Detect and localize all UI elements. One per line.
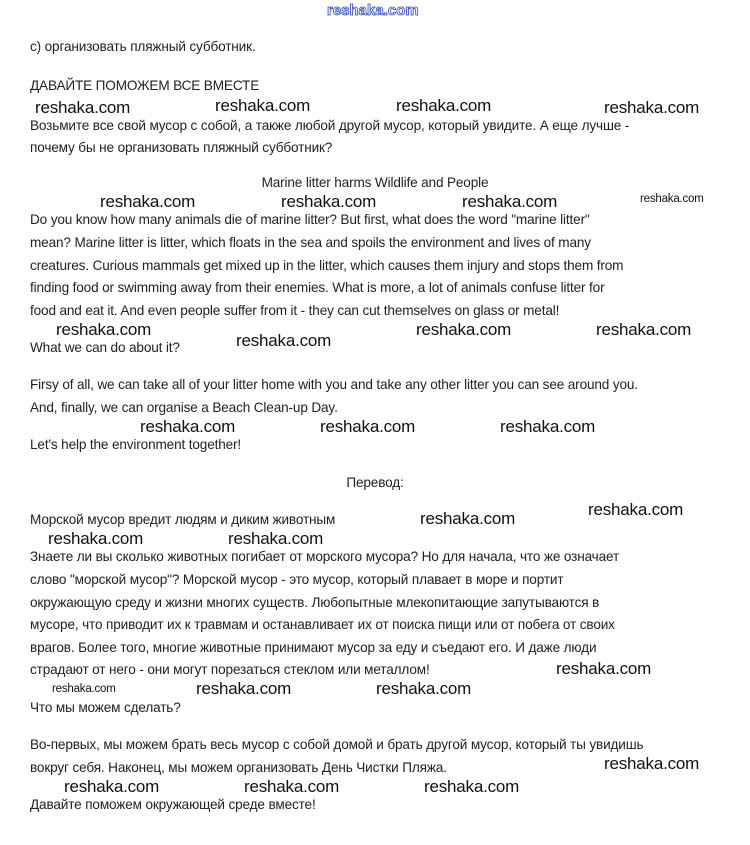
watermark: reshaka.com — [416, 320, 512, 339]
watermark: reshaka.com — [556, 659, 652, 678]
paragraph-line: вокруг себя. Наконец, мы можем организовать День Чистки Пляжа. — [30, 760, 447, 775]
paragraph-line: mean? Marine litter is litter, which floats in the sea and spoils the environment and lives of many — [30, 235, 591, 250]
paragraph-ru: почему бы не организовать пляжный субботник? — [30, 140, 333, 155]
paragraph-line: Знаете ли вы сколько животных погибает от морского мусора? Но для начала, что же означает — [30, 549, 620, 564]
option-c: с) организовать пляжный субботник. — [30, 39, 256, 54]
watermark: reshaka.com — [424, 777, 520, 796]
watermark: reshaka.com — [100, 192, 196, 211]
watermark: reshaka.com — [396, 96, 492, 115]
paragraph-line: food and eat it. And even people suffer from it - they can cut themselves on glass or metal! — [30, 303, 560, 318]
watermark: reshaka.com — [196, 679, 292, 698]
translation-label: Перевод: — [346, 475, 404, 490]
watermark: reshaka.com — [462, 192, 558, 211]
watermark: reshaka.com — [56, 320, 152, 339]
watermark: reshaka.com — [244, 777, 340, 796]
watermark: reshaka.com — [52, 683, 116, 695]
paragraph-line: врагов. Более того, многие животные принимают мусор за еду и съедают его. И даже люди — [30, 640, 597, 655]
watermark: reshaka.com — [215, 96, 311, 115]
article-title: Marine litter harms Wildlife and People — [261, 175, 489, 190]
watermark: reshaka.com — [140, 417, 236, 436]
watermark: reshaka.com — [320, 417, 416, 436]
paragraph-line: окружающую среду и жизни многих существ. Любопытные млекопитающие запутываются в — [30, 595, 600, 610]
closing: Давайте поможем окружающей среде вместе! — [30, 797, 316, 812]
paragraph-ru: Возьмите все свой мусор с собой, а также любой другой мусор, который увидите. А еще лучше - — [30, 118, 630, 133]
paragraph-line: страдают от него - они могут порезаться стеклом или металлом! — [30, 662, 430, 677]
watermark: reshaka.com — [604, 98, 700, 117]
question: What we can do about it? — [30, 340, 180, 355]
paragraph-line: And, finally, we can organise a Beach Clean-up Day. — [30, 400, 338, 415]
paragraph-line: Во-первых, мы можем брать весь мусор с собой домой и брать другой мусор, который ты увидишь — [30, 737, 644, 752]
paragraph-line: Do you know how many animals die of marine litter? But first, what does the word "marine litter" — [30, 212, 590, 227]
watermark: reshaka.com — [327, 2, 419, 19]
watermark: reshaka.com — [35, 98, 131, 117]
watermark: reshaka.com — [420, 509, 516, 528]
paragraph-line: слово "морской мусор"? Морской мусор - это мусор, который плавает в море и портит — [30, 572, 564, 587]
watermark: reshaka.com — [228, 529, 324, 548]
translation-title: Морской мусор вредит людям и диким животным — [30, 512, 336, 527]
watermark: reshaka.com — [376, 679, 472, 698]
watermark: reshaka.com — [596, 320, 692, 339]
paragraph-line: finding food or swimming away from their enemies. What is more, a lot of animals confuse litter for — [30, 280, 605, 295]
question: Что мы можем сделать? — [30, 700, 181, 715]
watermark: reshaka.com — [64, 777, 160, 796]
watermark: reshaka.com — [588, 500, 684, 519]
watermark: reshaka.com — [604, 754, 700, 773]
watermark: reshaka.com — [281, 192, 377, 211]
paragraph-line: Firsy of all, we can take all of your litter home with you and take any other litter you can see around you. — [30, 377, 638, 392]
paragraph-line: creatures. Curious mammals get mixed up in the litter, which causes them injury and stops them from — [30, 258, 624, 273]
watermark: reshaka.com — [48, 529, 144, 548]
watermark: reshaka.com — [640, 193, 704, 205]
closing: Let's help the environment together! — [30, 437, 242, 452]
watermark: reshaka.com — [236, 331, 332, 350]
heading-ru: ДАВАЙТЕ ПОМОЖЕМ ВСЕ ВМЕСТЕ — [30, 78, 260, 93]
paragraph-line: мусоре, что приводит их к травмам и останавливает их от поиска пищи или от побега от своих — [30, 617, 615, 632]
watermark: reshaka.com — [500, 417, 596, 436]
